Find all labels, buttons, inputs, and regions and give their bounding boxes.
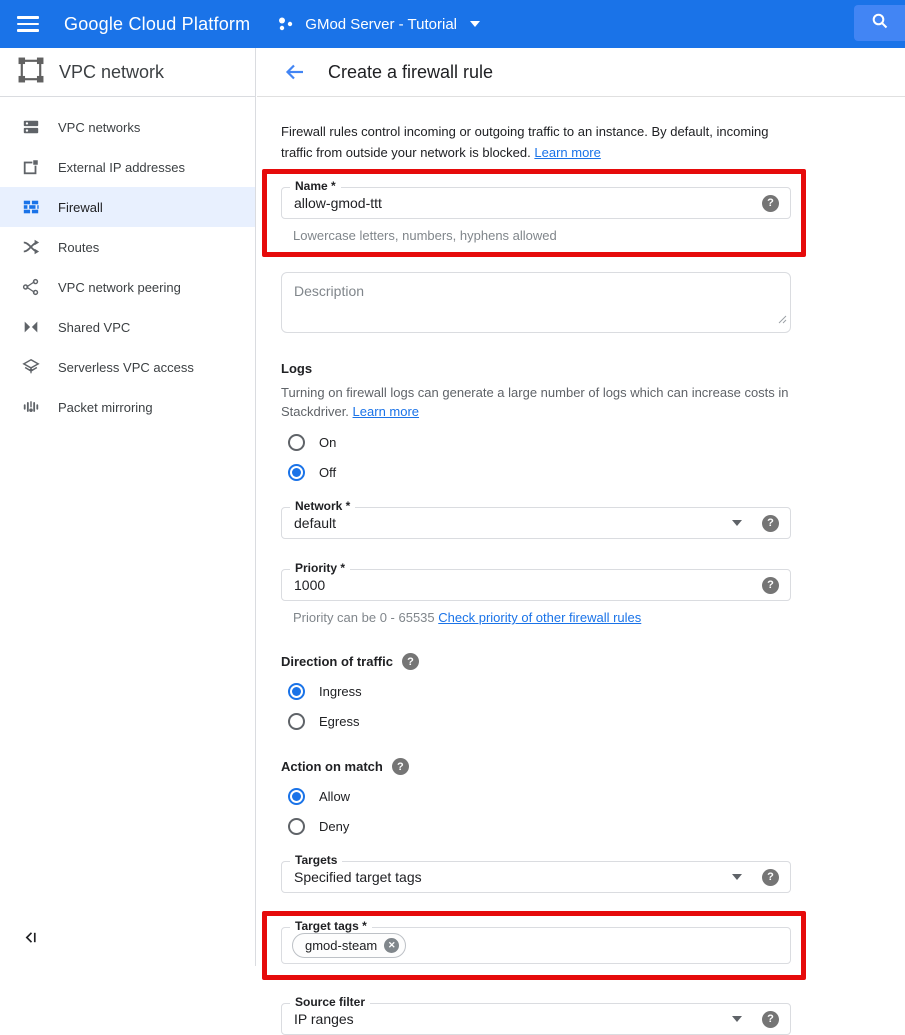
sidebar-item-label: VPC network peering [58, 279, 181, 295]
source-filter-label: Source filter [290, 995, 370, 1009]
name-field-label: Name * [290, 179, 341, 193]
sidebar-item-label: Shared VPC [58, 319, 131, 335]
sidebar-header [0, 48, 255, 97]
name-helper-text: Lowercase letters, numbers, hyphens allowed [293, 228, 557, 243]
menu-icon[interactable] [17, 16, 39, 32]
sidebar-item-serverless-vpc-access[interactable] [0, 347, 255, 387]
priority-value: 1000 [294, 577, 326, 593]
firewall-icon [21, 197, 41, 217]
targets-select[interactable] [281, 853, 791, 893]
description-placeholder: Description [294, 283, 365, 299]
radio-icon [288, 818, 305, 835]
sidebar-item-external-ip-addresses[interactable] [0, 147, 255, 187]
radio-label: Allow [319, 789, 351, 804]
help-icon[interactable]: ? [392, 758, 409, 775]
sidebar-title: VPC network [59, 61, 165, 82]
priority-field[interactable] [281, 561, 791, 601]
back-arrow-icon[interactable] [284, 61, 306, 83]
sidebar-item-routes[interactable] [0, 227, 255, 267]
intro-body: Firewall rules control incoming or outgoing traffic to an instance. By default, incoming traffic from outside your network is blocked. [281, 124, 769, 160]
source-filter-value: IP ranges [294, 1011, 354, 1027]
direction-heading-text: Direction of traffic [281, 654, 393, 669]
logs-note [281, 383, 791, 421]
vpc-network-icon [18, 57, 44, 88]
direction-heading [281, 653, 791, 670]
sidebar-item-label: External IP addresses [58, 159, 185, 175]
radio-ingress[interactable] [288, 683, 791, 700]
search-button[interactable] [854, 5, 905, 41]
sidebar-item-firewall[interactable] [0, 187, 255, 227]
radio-deny[interactable] [288, 818, 791, 835]
radio-egress[interactable] [288, 713, 791, 730]
dropdown-caret-icon [732, 874, 742, 880]
project-name: GMod Server - Tutorial [305, 15, 458, 33]
dropdown-caret-icon [732, 1016, 742, 1022]
project-selector[interactable] [276, 14, 480, 34]
network-label: Network * [290, 499, 355, 513]
radio-logs-on[interactable] [288, 434, 791, 451]
chip-label: gmod-steam [305, 938, 378, 953]
sidebar-item-label: Routes [58, 239, 100, 255]
target-tags-label: Target tags * [290, 919, 372, 933]
radio-allow[interactable] [288, 788, 791, 805]
help-icon[interactable]: ? [762, 515, 779, 532]
sidebar-item-packet-mirroring[interactable] [0, 387, 255, 427]
logs-learn-more-link[interactable]: Learn more [352, 404, 420, 419]
sidebar-nav [0, 97, 255, 427]
collapse-sidebar-icon[interactable] [24, 930, 39, 950]
targets-label: Targets [290, 853, 342, 867]
radio-icon [288, 434, 305, 451]
help-icon[interactable]: ? [762, 195, 779, 212]
radio-label: Deny [319, 819, 350, 834]
sidebar-item-label: Firewall [58, 199, 103, 215]
targets-value: Specified target tags [294, 869, 422, 885]
logs-section [281, 361, 791, 481]
sidebar-item-label: Packet mirroring [58, 399, 153, 415]
dropdown-caret-icon [732, 520, 742, 526]
packet-mirroring-icon [21, 397, 41, 417]
chevron-down-icon [470, 21, 480, 27]
sidebar-item-shared-vpc[interactable] [0, 307, 255, 347]
source-filter-select[interactable] [281, 995, 791, 1035]
radio-label: Egress [319, 714, 360, 729]
priority-label: Priority * [290, 561, 350, 575]
help-icon[interactable]: ? [762, 577, 779, 594]
help-icon[interactable]: ? [762, 1011, 779, 1028]
vpc-network-peering-icon [21, 277, 41, 297]
serverless-vpc-access-icon [21, 357, 41, 377]
intro-text [281, 121, 791, 163]
sidebar-item-vpc-networks[interactable] [0, 107, 255, 147]
radio-label: Off [319, 465, 337, 480]
help-icon[interactable]: ? [402, 653, 419, 670]
sidebar-item-label: VPC networks [58, 119, 141, 135]
annotation-box-name [262, 169, 806, 257]
routes-icon [21, 237, 41, 257]
name-field[interactable] [281, 179, 791, 219]
radio-selected-icon [288, 683, 305, 700]
intro-learn-more-link[interactable]: Learn more [534, 145, 601, 160]
radio-icon [288, 713, 305, 730]
search-icon [871, 12, 889, 35]
action-heading [281, 758, 791, 775]
top-app-bar [0, 0, 905, 48]
priority-helper-body: Priority can be 0 - 65535 [293, 610, 435, 625]
sidebar [0, 48, 256, 966]
action-section [281, 758, 791, 835]
sidebar-item-label: Serverless VPC access [58, 359, 194, 375]
logs-heading: Logs [281, 361, 313, 376]
chip-close-icon[interactable]: ✕ [384, 938, 399, 953]
firewall-rule-form [281, 121, 791, 1035]
priority-helper-text [293, 610, 791, 625]
external-ip-icon [21, 157, 41, 177]
page-title: Create a firewall rule [328, 61, 494, 82]
description-textarea[interactable] [281, 272, 791, 333]
project-icon [276, 14, 296, 34]
network-value: default [294, 515, 337, 531]
content-header [257, 48, 905, 97]
sidebar-item-vpc-network-peering[interactable] [0, 267, 255, 307]
help-icon[interactable]: ? [762, 869, 779, 886]
radio-label: On [319, 435, 337, 450]
main-content [257, 48, 905, 1027]
check-priority-link[interactable]: Check priority of other firewall rules [438, 610, 642, 625]
name-field-value: allow-gmod-ttt [294, 195, 382, 211]
target-tags-field[interactable] [281, 919, 791, 964]
resize-handle-icon[interactable] [778, 311, 787, 329]
shared-vpc-icon [21, 317, 41, 337]
radio-label: Ingress [319, 684, 362, 699]
radio-selected-icon [288, 788, 305, 805]
action-heading-text: Action on match [281, 759, 383, 774]
radio-selected-icon [288, 464, 305, 481]
network-select[interactable] [281, 499, 791, 539]
radio-logs-off[interactable] [288, 464, 791, 481]
direction-section [281, 653, 791, 730]
annotation-box-target-tags [262, 911, 806, 980]
target-tag-chip [292, 933, 406, 958]
brand-title: Google Cloud Platform [64, 13, 251, 34]
logs-note-body: Turning on firewall logs can generate a large number of logs which can increase costs in Stackdriver. [281, 385, 789, 419]
vpc-networks-icon [21, 117, 41, 137]
